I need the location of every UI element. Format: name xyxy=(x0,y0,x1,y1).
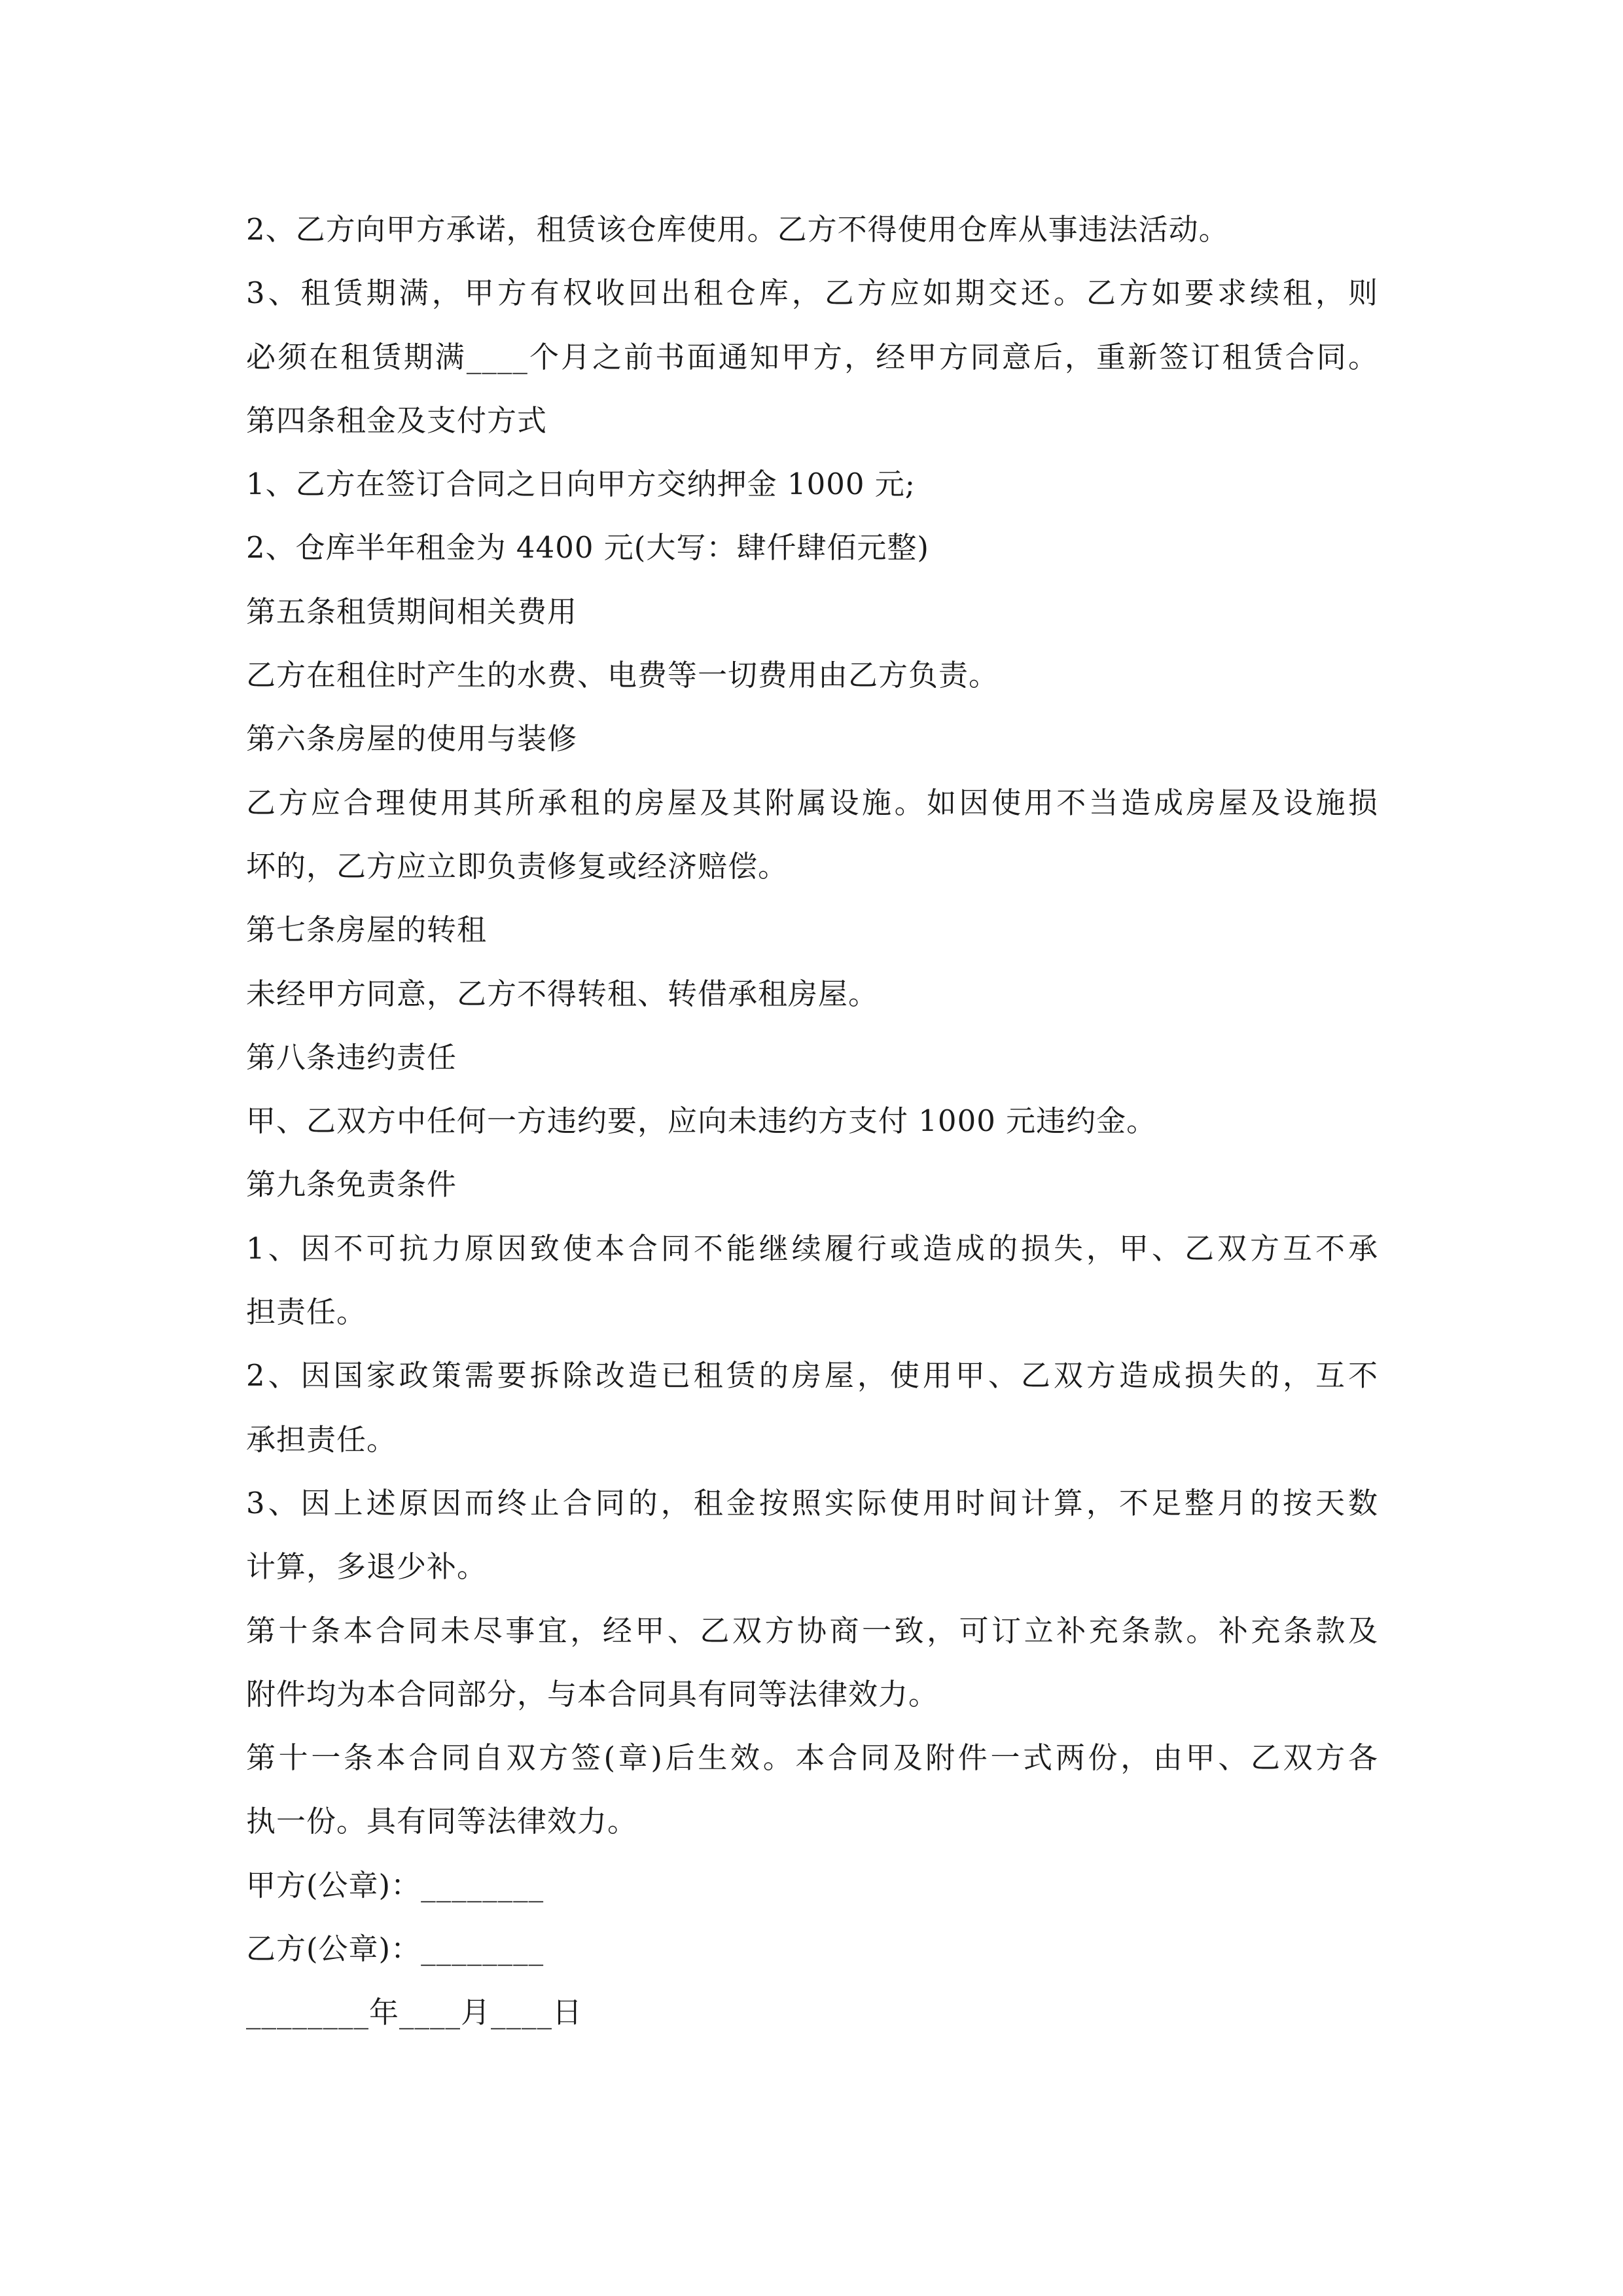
clause-line: 未经甲方同意，乙方不得转租、转借承租房屋。 xyxy=(246,976,879,1011)
section-heading: 第五条租赁期间相关费用 xyxy=(246,594,578,629)
section-heading: 第九条免责条件 xyxy=(246,1167,457,1202)
clause-line: 甲、乙双方中任何一方违约要，应向未违约方支付 1000 元违约金。 xyxy=(246,1103,1157,1139)
clause-line: 坏的，乙方应立即负责修复或经济赔偿。 xyxy=(246,848,789,884)
section-heading: 第六条房屋的使用与装修 xyxy=(246,721,578,757)
clause-line: 乙方应合理使用其所承租的房屋及其附属设施。如因使用不当造成房屋及设施损 xyxy=(246,785,1378,820)
clause-line: 承担责任。 xyxy=(246,1422,397,1457)
clause-line: 3、租赁期满，甲方有权收回出租仓库，乙方应如期交还。乙方如要求续租，则 xyxy=(246,276,1378,311)
party-a-signature-line: 甲方(公章)：________ xyxy=(246,1867,544,1903)
clause-line: 2、乙方向甲方承诺，租赁该仓库使用。乙方不得使用仓库从事违法活动。 xyxy=(246,212,1229,247)
party-b-signature-line: 乙方(公章)：________ xyxy=(246,1931,544,1967)
clause-line: 3、因上述原因而终止合同的，租金按照实际使用时间计算，不足整月的按天数 xyxy=(246,1485,1378,1520)
clause-line: 执一份。具有同等法律效力。 xyxy=(246,1804,638,1839)
section-heading: 第七条房屋的转租 xyxy=(246,912,488,948)
clause-line: 1、因不可抗力原因致使本合同不能继续履行或造成的损失，甲、乙双方互不承 xyxy=(246,1230,1378,1266)
section-heading: 第八条违约责任 xyxy=(246,1039,457,1075)
clause-line: 担责任。 xyxy=(246,1295,367,1330)
clause-line: 乙方在租住时产生的水费、电费等一切费用由乙方负责。 xyxy=(246,658,999,693)
clause-line: 附件均为本合同部分，与本合同具有同等法律效力。 xyxy=(246,1676,939,1712)
section-heading: 第四条租金及支付方式 xyxy=(246,403,548,438)
clause-line: 第十条本合同未尽事宜，经甲、乙双方协商一致，可订立补充条款。补充条款及 xyxy=(246,1613,1378,1648)
clause-line: 2、仓库半年租金为 4400 元(大写：肆仟肆佰元整) xyxy=(246,530,929,565)
clause-line: 第十一条本合同自双方签(章)后生效。本合同及附件一式两份，由甲、乙双方各 xyxy=(246,1740,1378,1776)
clause-line: 计算，多退少补。 xyxy=(246,1549,488,1585)
clause-line: 必须在租赁期满____个月之前书面通知甲方，经甲方同意后，重新签订租赁合同。 xyxy=(246,339,1378,374)
contract-page xyxy=(246,198,1378,2045)
clause-line: 1、乙方在签订合同之日向甲方交纳押金 1000 元; xyxy=(246,467,916,502)
date-line: ________年____月____日 xyxy=(246,1995,583,2030)
clause-line: 2、因国家政策需要拆除改造已租赁的房屋，使用甲、乙双方造成损失的，互不 xyxy=(246,1358,1378,1393)
